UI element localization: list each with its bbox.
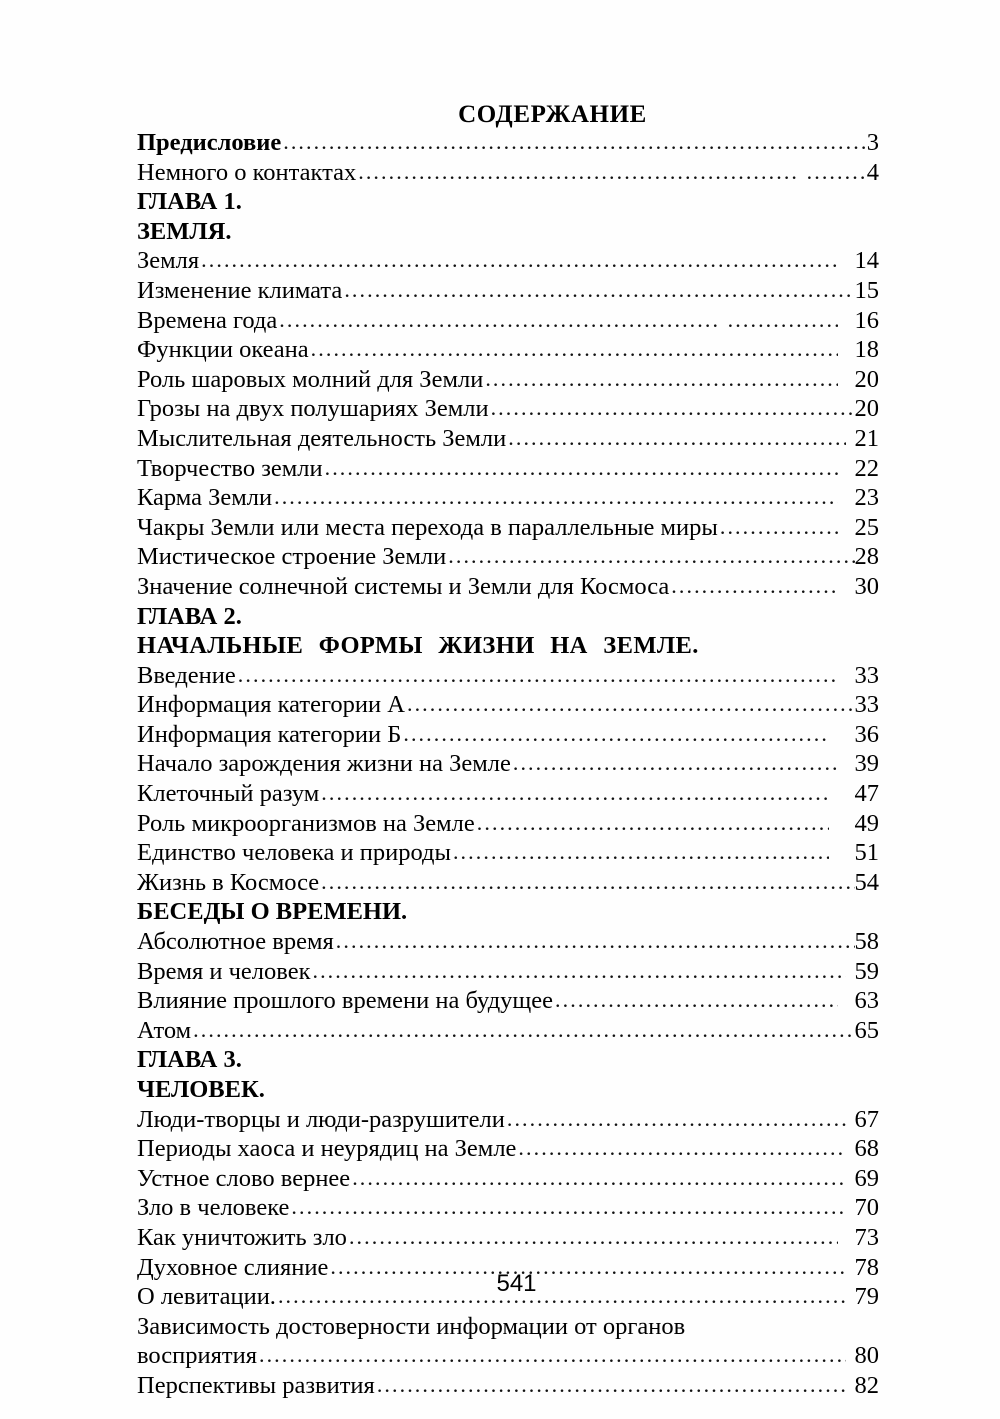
toc-entry-label: Как уничтожить зло xyxy=(137,1223,347,1251)
toc-entry-page-number: 36 xyxy=(854,720,879,748)
toc-entry-label: Грозы на двух полушариях Земли xyxy=(137,395,489,423)
toc-entry[interactable] xyxy=(137,424,879,454)
toc-entry[interactable] xyxy=(137,158,879,188)
toc-entry[interactable] xyxy=(137,394,879,424)
toc-entry[interactable] xyxy=(137,779,879,809)
toc-entry-page-number: 18 xyxy=(854,336,879,364)
toc-entry-label: Роль микроорганизмов на Земле xyxy=(137,809,475,837)
toc-dot-leader xyxy=(507,1104,846,1134)
toc-dot-leader xyxy=(407,689,855,719)
toc-dot-leader xyxy=(201,245,837,275)
toc-entry-page-number: 21 xyxy=(854,424,879,452)
toc-entry-page-number: 20 xyxy=(854,365,879,393)
toc-entry-page-number: 51 xyxy=(854,839,879,867)
toc-entry[interactable] xyxy=(137,1016,879,1046)
toc-entry-label: О левитации. xyxy=(137,1283,276,1311)
toc-entry[interactable] xyxy=(137,986,879,1016)
toc-entry-label: Люди-творцы и люди-разрушители xyxy=(137,1105,505,1133)
toc-entry-label: Времена года xyxy=(137,306,278,334)
page-title: СОДЕРЖАНИЕ xyxy=(458,101,647,128)
toc-dot-leader xyxy=(283,127,867,157)
toc-dot-leader xyxy=(518,1133,845,1163)
toc-dot-leader xyxy=(274,482,837,512)
toc-entry-label: Значение солнечной системы и Земли для Космоса xyxy=(137,572,670,600)
toc-entry-label: Информация категории А xyxy=(137,691,405,719)
toc-dot-leader xyxy=(325,453,838,483)
toc-entry-label: Творчество земли xyxy=(137,454,323,482)
toc-entry-page-number: 69 xyxy=(854,1164,879,1192)
toc-entry-page-number: 49 xyxy=(854,809,879,837)
toc-entry-label: Изменение климата xyxy=(137,276,343,304)
toc-entry-page-number: 14 xyxy=(854,247,879,275)
toc-entry[interactable] xyxy=(137,838,879,868)
toc-entry-page-number: 78 xyxy=(854,1253,879,1281)
toc-entry-page-number: 28 xyxy=(854,543,879,571)
toc-entry-label-line1: Зависимость достоверности информации от органов xyxy=(137,1312,686,1340)
toc-entry-label: Начало зарождения жизни на Земле xyxy=(137,750,511,778)
page-folio-number: 541 xyxy=(496,1270,537,1297)
toc-entry[interactable] xyxy=(137,809,879,839)
toc-entry[interactable] xyxy=(137,1105,879,1135)
toc-dot-leader xyxy=(485,364,837,394)
toc-dot-leader xyxy=(555,985,837,1015)
toc-entry-label: Чакры Земли или места перехода в параллельные миры xyxy=(137,513,718,541)
toc-entry-label: восприятия xyxy=(137,1342,257,1370)
toc-entry-page-number: 63 xyxy=(854,987,879,1015)
toc-entry[interactable] xyxy=(137,513,879,543)
toc-entry[interactable] xyxy=(137,690,879,720)
table-of-contents xyxy=(137,128,879,1401)
toc-dot-leader xyxy=(291,1192,845,1222)
toc-dot-leader xyxy=(352,1163,845,1193)
toc-entry[interactable] xyxy=(137,957,879,987)
toc-dot-leader xyxy=(238,660,838,690)
toc-entry-page-number: 25 xyxy=(854,513,879,541)
toc-entry[interactable] xyxy=(137,542,879,572)
toc-entry-page-number: 39 xyxy=(854,750,879,778)
toc-dot-leader xyxy=(312,956,845,986)
toc-entry-page-number: 33 xyxy=(854,691,879,719)
toc-entry[interactable] xyxy=(137,1164,879,1194)
toc-entry[interactable] xyxy=(137,1134,879,1164)
toc-section-heading: НАЧАЛЬНЫЕ ФОРМЫ ЖИЗНИ НА ЗЕМЛЕ. xyxy=(137,632,699,660)
toc-entry[interactable] xyxy=(137,276,879,306)
toc-dot-leader xyxy=(358,157,867,187)
toc-entry[interactable] xyxy=(137,128,879,158)
toc-dot-leader xyxy=(311,334,838,364)
toc-entry-label: Перспективы развития xyxy=(137,1371,375,1399)
toc-entry-label: Клеточный разум xyxy=(137,780,320,808)
toc-dot-leader xyxy=(279,305,837,335)
toc-entry[interactable] xyxy=(137,335,879,365)
toc-entry[interactable] xyxy=(137,720,879,750)
toc-entry[interactable] xyxy=(137,868,879,898)
toc-entry-label: Карма Земли xyxy=(137,484,273,512)
toc-entry-label: Предисловие xyxy=(137,129,282,156)
toc-entry-page-number: 23 xyxy=(854,484,879,512)
toc-dot-leader xyxy=(448,541,854,571)
toc-entry[interactable] xyxy=(137,1371,879,1401)
toc-entry[interactable] xyxy=(137,1193,879,1223)
toc-entry-label: Информация категории Б xyxy=(137,720,402,748)
toc-dot-leader xyxy=(453,837,829,867)
toc-entry-page-number: 16 xyxy=(854,306,879,334)
toc-dot-leader xyxy=(477,808,829,838)
toc-entry-page-number: 68 xyxy=(854,1135,879,1163)
toc-entry-page-number: 4 xyxy=(866,158,879,186)
toc-entry-page-number: 20 xyxy=(854,395,879,423)
toc-entry-page-number: 73 xyxy=(854,1223,879,1251)
toc-entry[interactable] xyxy=(137,1341,879,1371)
toc-entry-label: Зло в человеке xyxy=(137,1194,290,1222)
toc-entry-page-number: 80 xyxy=(854,1342,879,1370)
toc-dot-leader xyxy=(259,1340,846,1370)
toc-entry-page-number: 54 xyxy=(854,868,879,896)
toc-entry-page-number: 59 xyxy=(854,957,879,985)
toc-entry-page-number: 47 xyxy=(854,780,879,808)
toc-entry-label: Единство человека и природы xyxy=(137,839,451,867)
toc-entry-page-number: 3 xyxy=(866,129,879,156)
toc-entry[interactable] xyxy=(137,749,879,779)
toc-dot-leader xyxy=(491,393,855,423)
toc-entry-label: Мистическое строение Земли xyxy=(137,543,447,571)
toc-entry-page-number: 65 xyxy=(854,1016,879,1044)
toc-dot-leader xyxy=(344,275,854,305)
toc-entry-page-number: 33 xyxy=(854,661,879,689)
toc-section-heading: ГЛАВА 3. xyxy=(137,1046,242,1074)
toc-entry-page-number: 58 xyxy=(854,928,879,956)
toc-section-heading: БЕСЕДЫ О ВРЕМЕНИ. xyxy=(137,898,408,926)
toc-entry-label: Время и человек xyxy=(137,957,311,985)
toc-section-heading: ЧЕЛОВЕК. xyxy=(137,1076,265,1103)
toc-dot-leader xyxy=(321,778,828,808)
toc-dot-leader xyxy=(193,1015,854,1045)
toc-entry[interactable] xyxy=(137,306,879,336)
toc-dot-leader xyxy=(720,512,838,542)
toc-dot-leader xyxy=(513,748,838,778)
toc-entry-label: Абсолютное время xyxy=(137,928,334,956)
toc-entry-page-number: 82 xyxy=(854,1371,879,1399)
toc-entry-label: Введение xyxy=(137,661,236,689)
toc-entry-label: Мыслительная деятельность Земли xyxy=(137,424,507,452)
toc-dot-leader xyxy=(377,1370,846,1400)
toc-entry[interactable] xyxy=(137,661,879,691)
toc-entry[interactable] xyxy=(137,572,879,602)
toc-entry-label: Влияние прошлого времени на будущее xyxy=(137,987,554,1015)
toc-entry[interactable] xyxy=(137,927,879,957)
toc-dot-leader xyxy=(671,571,837,601)
toc-entry-page-number: 67 xyxy=(854,1105,879,1133)
toc-section-heading: ГЛАВА 2. xyxy=(137,602,242,630)
toc-entry-page-number: 22 xyxy=(854,454,879,482)
toc-dot-leader xyxy=(336,926,855,956)
toc-entry-label: Роль шаровых молний для Земли xyxy=(137,365,484,393)
toc-entry-page-number: 79 xyxy=(854,1283,879,1311)
toc-entry[interactable] xyxy=(137,365,879,395)
toc-entry-label: Жизнь в Космосе xyxy=(137,868,320,896)
toc-entry[interactable] xyxy=(137,1223,879,1253)
toc-entry-label: Периоды хаоса и неурядиц на Земле xyxy=(137,1135,517,1163)
toc-entry-label: Немного о контактах xyxy=(137,158,357,186)
toc-entry[interactable] xyxy=(137,454,879,484)
toc-section-heading: ЗЕМЛЯ. xyxy=(137,217,232,245)
toc-entry[interactable] xyxy=(137,246,879,276)
toc-dot-leader xyxy=(349,1222,838,1252)
toc-entry-page-number: 15 xyxy=(854,276,879,304)
toc-entry-label: Функции океана xyxy=(137,336,309,364)
toc-section-heading: ГЛАВА 1. xyxy=(137,188,242,216)
toc-entry-page-number: 70 xyxy=(854,1194,879,1222)
toc-entry-label: Атом xyxy=(137,1016,192,1044)
toc-entry-label: Устное слово вернее xyxy=(137,1164,351,1192)
toc-entry-label: Земля xyxy=(137,247,200,275)
toc-dot-leader xyxy=(403,719,828,749)
toc-entry-label: Духовное слияние xyxy=(137,1253,329,1281)
toc-entry-page-number: 30 xyxy=(854,572,879,600)
toc-entry[interactable] xyxy=(137,483,879,513)
toc-dot-leader xyxy=(508,423,845,453)
toc-dot-leader xyxy=(321,867,854,897)
